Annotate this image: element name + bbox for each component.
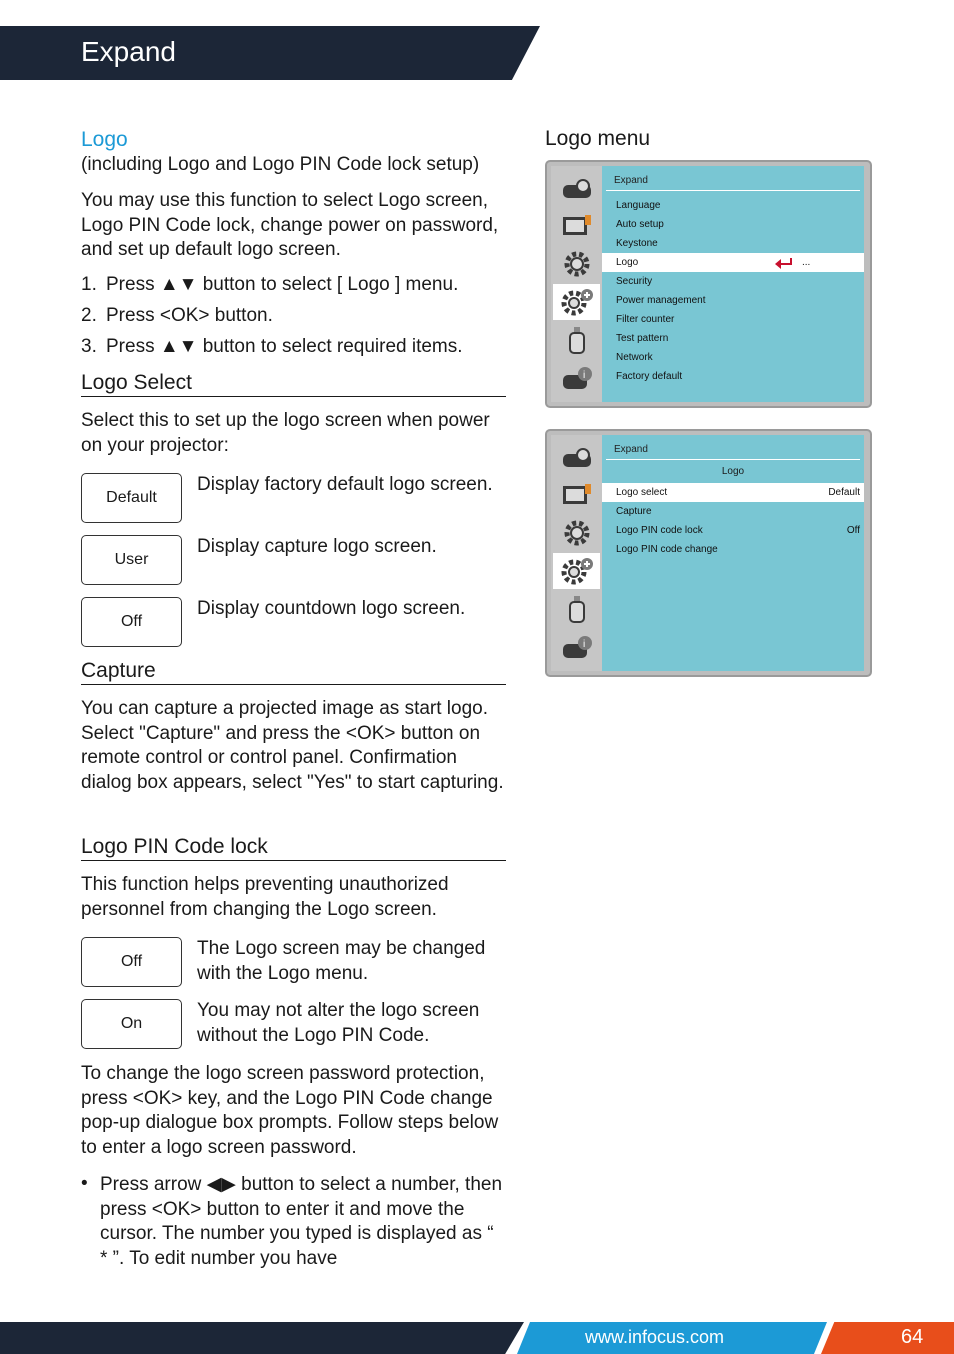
menu-item[interactable]: Language bbox=[616, 200, 661, 211]
info-icon bbox=[553, 360, 600, 396]
step-item: 1. Press ▲▼ button to select [ Logo ] menu. bbox=[81, 273, 459, 295]
menu-item-selected[interactable]: Logo ... bbox=[602, 253, 864, 272]
pin-lock-section bbox=[81, 835, 506, 922]
menu-item[interactable]: Filter counter bbox=[616, 314, 675, 325]
option-pin-off: Off bbox=[81, 937, 182, 987]
page-number: 64 bbox=[901, 1326, 924, 1348]
menu-panel bbox=[602, 166, 864, 402]
menu-title: Expand bbox=[614, 444, 648, 455]
footer-url[interactable]: www.infocus.com bbox=[585, 1327, 725, 1347]
menu-item[interactable]: Power management bbox=[616, 295, 706, 306]
intro-text: You may use this function to select Logo screen, Logo PIN Code lock, change power on password, and set up default logo screen. bbox=[81, 190, 499, 260]
option-user-desc: Display capture logo screen. bbox=[197, 536, 437, 557]
option-default-desc: Display factory default logo screen. bbox=[197, 474, 493, 495]
svg-text:i: i bbox=[582, 370, 585, 381]
logo-menu-heading: Logo menu bbox=[545, 127, 651, 150]
bullet-text: Press arrow ◀▶ button to select a number, then press <OK> button to enter it and move the cursor. The number you typed is displayed as “ * ”. To edit number you have bbox=[100, 1174, 503, 1269]
info-icon bbox=[553, 629, 600, 665]
logo-submenu-screenshot bbox=[545, 429, 872, 677]
expand-menu-screenshot bbox=[545, 160, 872, 408]
menu-item[interactable]: Test pattern bbox=[616, 333, 669, 344]
menu-item[interactable]: Logo PIN code lock Off bbox=[616, 525, 860, 536]
expand-gear-icon bbox=[553, 553, 600, 589]
option-pin-on-desc: You may not alter the logo screen without the Logo PIN Code. bbox=[197, 1000, 480, 1046]
page-title: Expand bbox=[81, 36, 176, 67]
option-pin-on: On bbox=[81, 999, 182, 1049]
menu-item[interactable]: Capture bbox=[616, 506, 652, 517]
bullet-dot: • bbox=[81, 1173, 88, 1194]
usb-icon bbox=[553, 591, 600, 627]
pin-change-section bbox=[81, 1062, 506, 1271]
option-default: Default bbox=[81, 473, 182, 523]
footer-page-band bbox=[821, 1322, 954, 1354]
logo-select-options bbox=[81, 473, 506, 653]
usb-icon bbox=[553, 322, 600, 358]
svg-text:i: i bbox=[582, 639, 585, 650]
picture-icon bbox=[553, 477, 600, 513]
menu-item[interactable]: Network bbox=[616, 352, 653, 363]
capture-text: You can capture a projected image as start logo. Select "Capture" and press the <OK> button on remote control or control panel. Confirmation dialog box appears, select "Yes" to start capturing. bbox=[81, 698, 504, 793]
menu-item-selected[interactable]: Logo select Default bbox=[602, 483, 864, 502]
menu-panel bbox=[602, 435, 864, 671]
camera-icon bbox=[553, 439, 600, 475]
logo-select-intro: Select this to set up the logo screen when power on your projector: bbox=[81, 410, 490, 456]
picture-icon bbox=[553, 208, 600, 244]
menu-item[interactable]: Factory default bbox=[616, 371, 683, 382]
gear-icon bbox=[553, 515, 600, 551]
gear-icon bbox=[553, 246, 600, 282]
left-column bbox=[81, 128, 506, 359]
logo-select-section bbox=[81, 371, 506, 458]
logo-heading: Logo bbox=[81, 128, 128, 151]
menu-title: Expand bbox=[614, 175, 648, 186]
step-item: 3. Press ▲▼ button to select required items. bbox=[81, 335, 463, 357]
enter-arrow-icon bbox=[774, 257, 794, 269]
submenu-title: Logo bbox=[721, 466, 745, 477]
menu-item-value: ... bbox=[802, 257, 811, 268]
menu-item[interactable]: Security bbox=[616, 276, 653, 287]
step-list bbox=[81, 273, 506, 360]
menu-item[interactable]: Auto setup bbox=[616, 219, 664, 230]
menu-item[interactable]: Logo PIN code change bbox=[616, 544, 718, 555]
menu-sidebar bbox=[551, 435, 602, 671]
menu-divider bbox=[606, 190, 860, 191]
option-off-desc: Display countdown logo screen. bbox=[197, 598, 466, 619]
footer-bar bbox=[0, 1322, 524, 1354]
step-item: 2. Press <OK> button. bbox=[81, 304, 273, 326]
pin-lock-options bbox=[81, 937, 506, 1052]
menu-sidebar bbox=[551, 166, 602, 402]
menu-item[interactable]: Keystone bbox=[616, 238, 658, 249]
capture-section bbox=[81, 659, 506, 795]
pin-lock-heading: Logo PIN Code lock bbox=[81, 835, 506, 861]
pin-lock-intro: This function helps preventing unauthorized personnel from changing the Logo screen. bbox=[81, 874, 449, 920]
option-user: User bbox=[81, 535, 182, 585]
pin-change-text: To change the logo screen password protection, press <OK> key, and the Logo PIN Code change pop-up dialogue box prompts. Follow steps below to enter a logo screen password. bbox=[81, 1063, 499, 1158]
expand-gear-icon bbox=[553, 284, 600, 320]
logo-subtitle: (including Logo and Logo PIN Code lock setup) bbox=[81, 153, 480, 175]
logo-select-heading: Logo Select bbox=[81, 371, 506, 397]
option-pin-off-desc: The Logo screen may be changed with the Logo menu. bbox=[197, 938, 486, 984]
bullet-item bbox=[81, 1173, 506, 1271]
menu-divider bbox=[606, 459, 860, 460]
capture-heading: Capture bbox=[81, 659, 506, 685]
camera-icon bbox=[553, 170, 600, 206]
option-off: Off bbox=[81, 597, 182, 647]
